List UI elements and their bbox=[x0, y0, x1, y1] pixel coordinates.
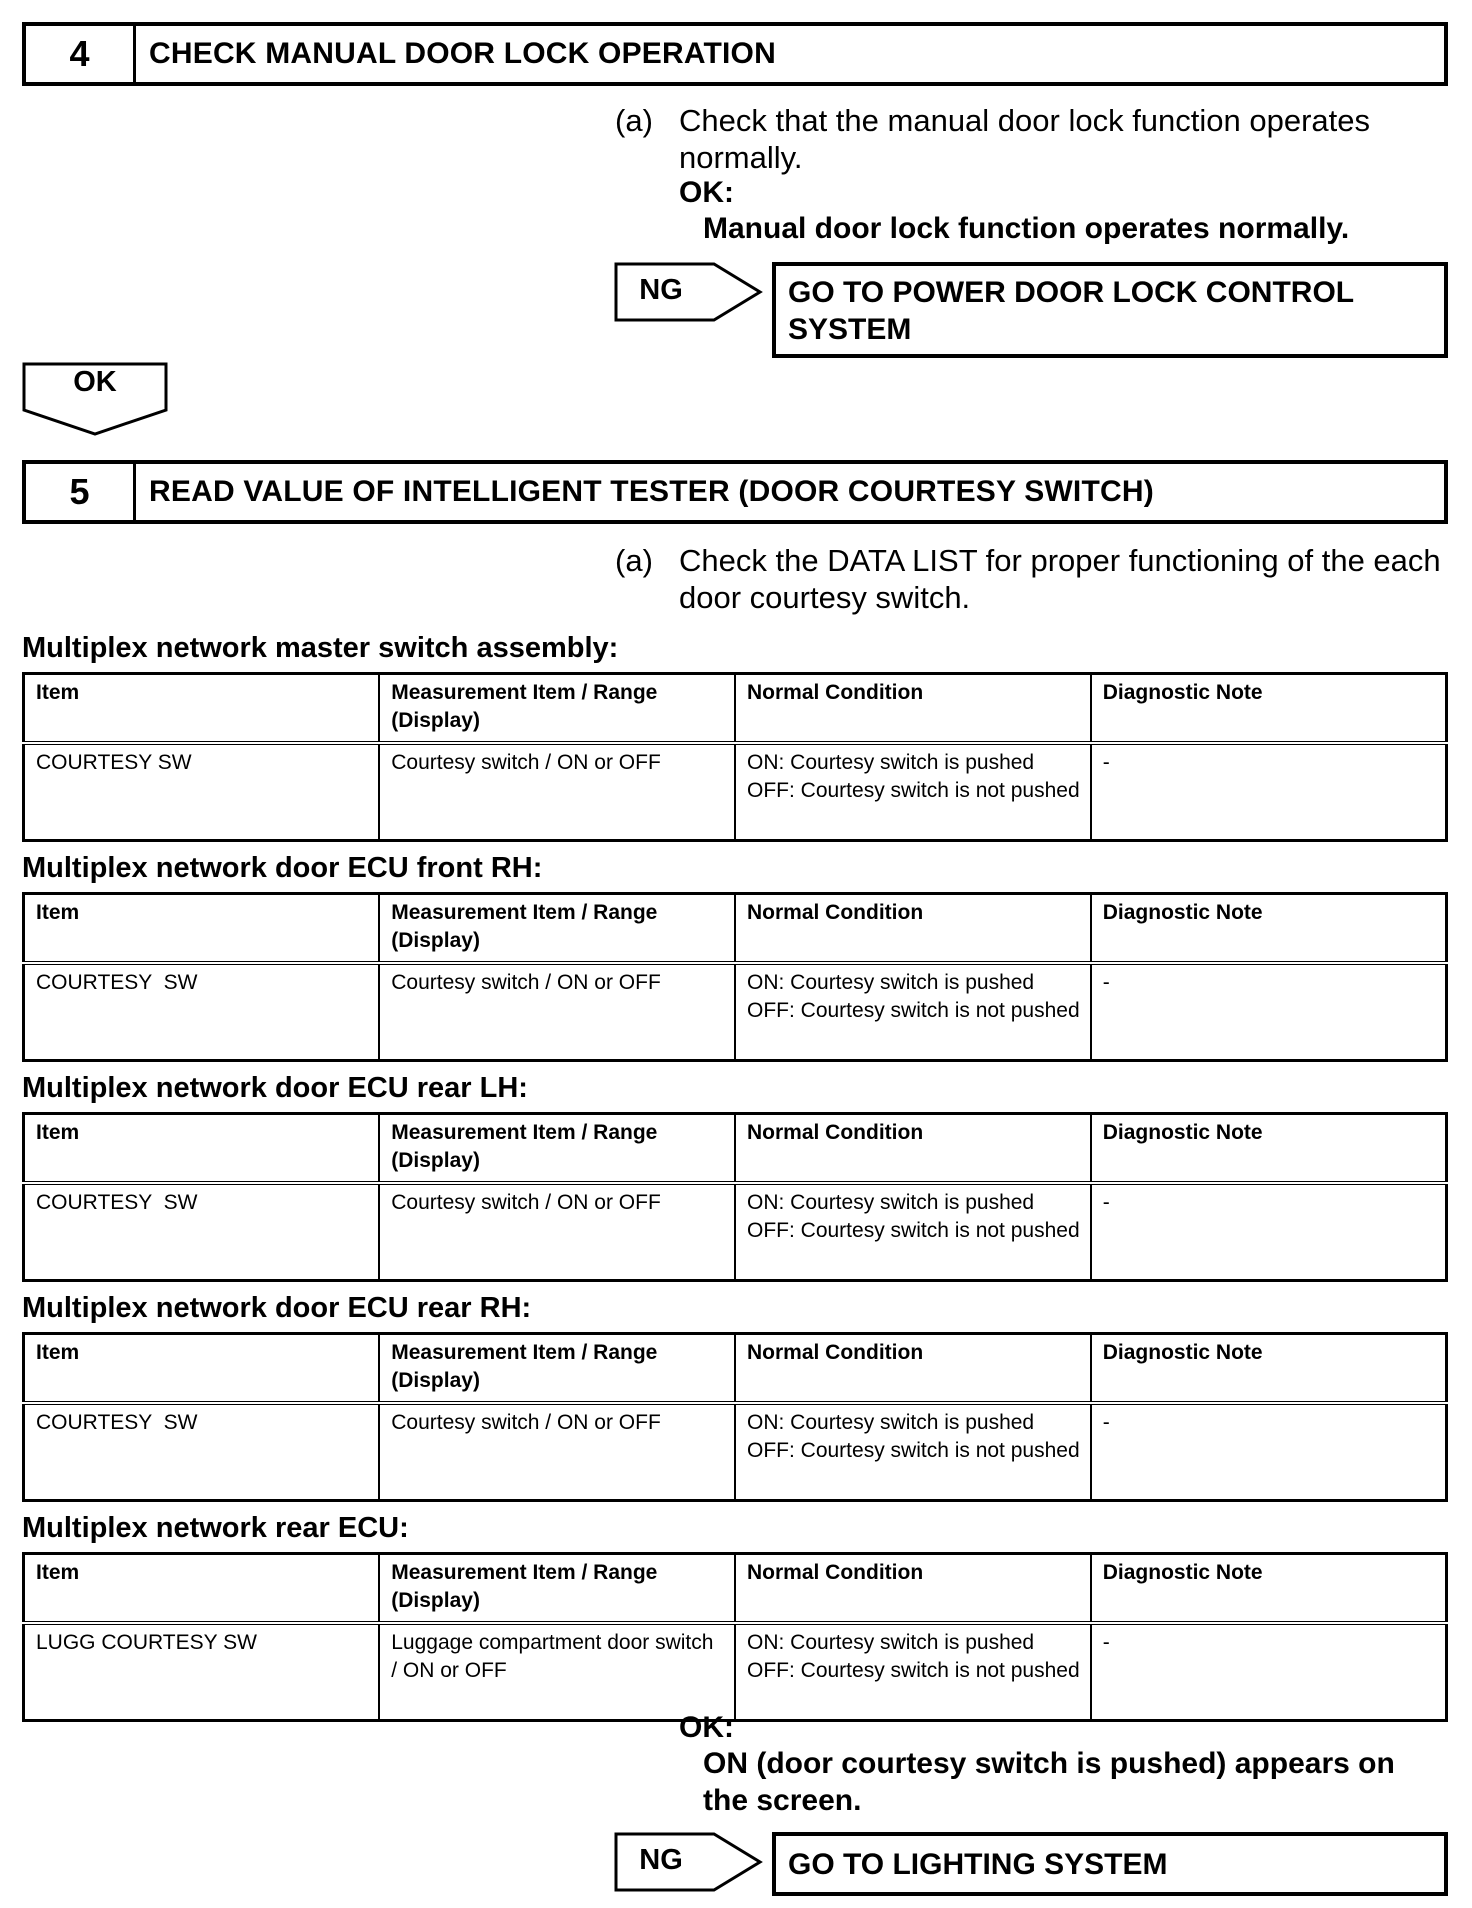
table-cell: Courtesy switch / ON or OFF bbox=[379, 963, 735, 1061]
step-title: READ VALUE OF INTELLIGENT TESTER (DOOR COURTESY SWITCH) bbox=[149, 475, 1154, 508]
column-header: Item bbox=[24, 1114, 380, 1184]
table-cell: - bbox=[1091, 1403, 1447, 1501]
table-cell: - bbox=[1091, 1623, 1447, 1721]
table-cell: Courtesy switch / ON or OFF bbox=[379, 743, 735, 841]
column-header: Normal Condition bbox=[735, 1334, 1091, 1404]
step-number: 5 bbox=[26, 464, 136, 520]
column-header: Diagnostic Note bbox=[1091, 1334, 1447, 1404]
table-cell: ON: Courtesy switch is pushed OFF: Courtesy switch is not pushed bbox=[735, 1183, 1091, 1281]
table-header-row bbox=[24, 1334, 1447, 1404]
column-header: Item bbox=[24, 674, 380, 744]
column-header: Item bbox=[24, 1554, 380, 1624]
data-list-table bbox=[22, 1332, 1448, 1502]
table-header-row bbox=[24, 894, 1447, 964]
table-cell: ON: Courtesy switch is pushed OFF: Courtesy switch is not pushed bbox=[735, 963, 1091, 1061]
table-cell: COURTESY SW bbox=[24, 1183, 380, 1281]
table-header-row bbox=[24, 674, 1447, 744]
data-list-table bbox=[22, 1552, 1448, 1722]
column-header: Measurement Item / Range (Display) bbox=[379, 674, 735, 744]
step-number: 4 bbox=[26, 26, 136, 82]
ng-label: NG bbox=[639, 273, 683, 306]
table-row bbox=[24, 1623, 1447, 1721]
data-list-table bbox=[22, 892, 1448, 1062]
table-cell: ON: Courtesy switch is pushed OFF: Courtesy switch is not pushed bbox=[735, 743, 1091, 841]
column-header: Normal Condition bbox=[735, 674, 1091, 744]
goto-box[interactable]: GO TO LIGHTING SYSTEM bbox=[772, 1832, 1448, 1896]
data-list-table bbox=[22, 672, 1448, 842]
column-header: Diagnostic Note bbox=[1091, 1114, 1447, 1184]
table-cell: - bbox=[1091, 1183, 1447, 1281]
column-header: Normal Condition bbox=[735, 1554, 1091, 1624]
ok-criteria: Manual door lock function operates normally. bbox=[703, 212, 1350, 245]
column-header: Item bbox=[24, 1334, 380, 1404]
column-header: Normal Condition bbox=[735, 894, 1091, 964]
table-cell: Courtesy switch / ON or OFF bbox=[379, 1403, 735, 1501]
paragraph-letter: (a) bbox=[615, 103, 653, 138]
table-row bbox=[24, 1403, 1447, 1501]
ok-arrow bbox=[22, 362, 168, 436]
ok-label: OK: bbox=[679, 1711, 734, 1744]
table-heading: Multiplex network door ECU rear LH: bbox=[22, 1072, 528, 1104]
ok-label: OK: bbox=[679, 176, 734, 209]
step-4-header bbox=[22, 22, 1448, 86]
table-heading: Multiplex network door ECU rear RH: bbox=[22, 1292, 532, 1324]
table-row bbox=[24, 1183, 1447, 1281]
table-cell: COURTESY SW bbox=[24, 1403, 380, 1501]
ok-criteria: ON (door courtesy switch is pushed) appears on the screen. bbox=[703, 1747, 1395, 1817]
table-cell: Luggage compartment door switch / ON or OFF bbox=[379, 1623, 735, 1721]
column-header: Diagnostic Note bbox=[1091, 674, 1447, 744]
table-heading: Multiplex network master switch assembly: bbox=[22, 632, 619, 664]
step-5-header bbox=[22, 460, 1448, 524]
table-header-row bbox=[24, 1554, 1447, 1624]
table-cell: LUGG COURTESY SW bbox=[24, 1623, 380, 1721]
table-cell: COURTESY SW bbox=[24, 963, 380, 1061]
goto-box[interactable]: GO TO POWER DOOR LOCK CONTROL SYSTEM bbox=[772, 262, 1448, 358]
table-heading: Multiplex network door ECU front RH: bbox=[22, 852, 543, 884]
data-list-table bbox=[22, 1112, 1448, 1282]
step-title: CHECK MANUAL DOOR LOCK OPERATION bbox=[149, 37, 776, 70]
paragraph-text: Check the DATA LIST for proper functioning of the each door courtesy switch. bbox=[679, 543, 1441, 615]
paragraph-letter: (a) bbox=[615, 543, 653, 578]
ok-arrow-label: OK bbox=[73, 366, 117, 398]
column-header: Diagnostic Note bbox=[1091, 894, 1447, 964]
column-header: Diagnostic Note bbox=[1091, 1554, 1447, 1624]
ng-arrow bbox=[614, 262, 764, 322]
table-row bbox=[24, 963, 1447, 1061]
table-row bbox=[24, 743, 1447, 841]
table-cell: ON: Courtesy switch is pushed OFF: Courtesy switch is not pushed bbox=[735, 1403, 1091, 1501]
table-heading: Multiplex network rear ECU: bbox=[22, 1512, 409, 1544]
ng-arrow bbox=[614, 1832, 764, 1892]
column-header: Measurement Item / Range (Display) bbox=[379, 894, 735, 964]
ng-label: NG bbox=[639, 1843, 683, 1876]
table-cell: - bbox=[1091, 963, 1447, 1061]
table-cell: ON: Courtesy switch is pushed OFF: Courtesy switch is not pushed bbox=[735, 1623, 1091, 1721]
column-header: Measurement Item / Range (Display) bbox=[379, 1334, 735, 1404]
column-header: Measurement Item / Range (Display) bbox=[379, 1114, 735, 1184]
column-header: Measurement Item / Range (Display) bbox=[379, 1554, 735, 1624]
table-header-row bbox=[24, 1114, 1447, 1184]
table-cell: COURTESY SW bbox=[24, 743, 380, 841]
paragraph-text: Check that the manual door lock function operates normally. bbox=[679, 103, 1371, 175]
table-cell: - bbox=[1091, 743, 1447, 841]
column-header: Normal Condition bbox=[735, 1114, 1091, 1184]
column-header: Item bbox=[24, 894, 380, 964]
table-cell: Courtesy switch / ON or OFF bbox=[379, 1183, 735, 1281]
